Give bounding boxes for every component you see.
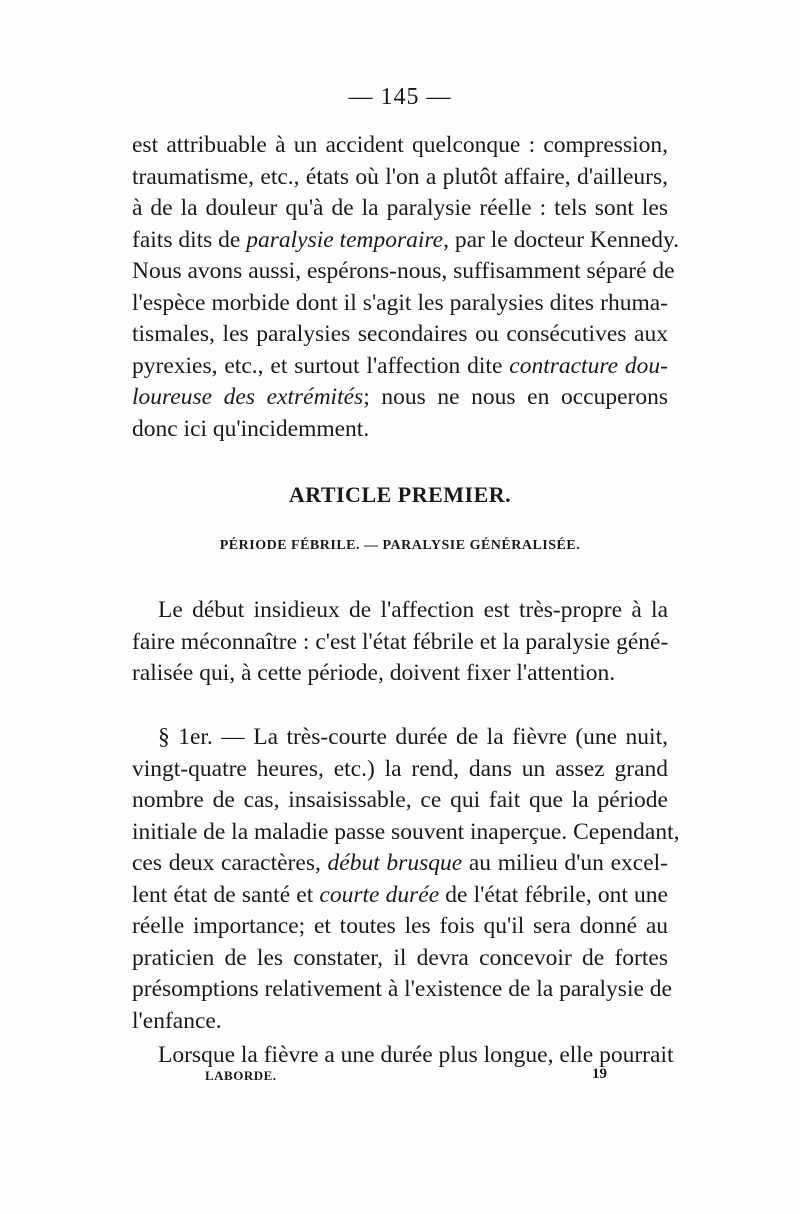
text-line: tismales, les paralysies secondaires ou consécutives aux (132, 321, 668, 347)
text-line: réelle importance; et toutes les fois qu'il sera donné au (132, 913, 668, 939)
text-run: de l'état fébrile, ont une (439, 881, 668, 908)
text-line: l'enfance. (132, 1007, 222, 1034)
text-line: § 1er. — La très-courte durée de la fièvre (une nuit, (158, 724, 668, 750)
top-paragraph (132, 130, 680, 445)
text-line: ralisée qui, à cette période, doivent fixer l'attention. (132, 660, 616, 686)
text-line: présomptions relativement à l'existence de la paralysie de (132, 976, 672, 1002)
text-run: ces deux caractères, (132, 850, 328, 876)
text-run: faits dits de (132, 226, 247, 253)
text-line: l'espèce morbide dont il s'agit les paralysies dites rhuma- (132, 289, 668, 316)
text-run: ; nous ne nous en occuperons (363, 384, 668, 410)
paragraph-1 (132, 595, 668, 690)
text-line (132, 848, 668, 880)
text-line: Le début insidieux de l'affection est très-propre à la (158, 597, 668, 623)
text-line: Nous avons aussi, espérons-nous, suffisamment séparé de (132, 258, 675, 284)
text-run: , par le docteur Kennedy. (443, 226, 680, 253)
text-run: pyrexies, etc., et surtout l'affection dite (132, 352, 510, 379)
text-line (132, 225, 680, 257)
text-line: est attribuable à un accident quelconque : compression, (132, 132, 668, 158)
text-run: au milieu d'un excel- (462, 850, 668, 876)
text-line: vingt-quatre heures, etc.) la rend, dans un assez grand (132, 755, 668, 782)
text-line: à de la douleur qu'à de la paralysie réelle : tels sont les (132, 195, 668, 221)
text-line: donc ici qu'incidemment. (132, 415, 370, 442)
text-line: traumatisme, etc., états où l'on a plutôt affaire, d'ailleurs, (132, 163, 668, 190)
section-heading: PÉRIODE FÉBRILE. — PARALYSIE GÉNÉRALISÉE. (219, 538, 581, 553)
printer-signature: LABORDE. (205, 1068, 277, 1083)
italic-term: loureuse des extrémités (132, 384, 364, 410)
article-heading: ARTICLE PREMIER. (288, 482, 512, 507)
paragraph-2 (132, 722, 680, 1037)
text-line (132, 880, 668, 912)
signature-number: 19 (592, 1066, 607, 1082)
italic-term: début brusque (327, 850, 463, 876)
page-number: — 145 — (348, 84, 452, 110)
text-run: lent état de santé et (132, 881, 320, 908)
italic-term: courte durée (319, 881, 440, 908)
text-line (132, 382, 668, 414)
italic-term: contracture dou- (509, 352, 668, 379)
text-line: faire méconnaître : c'est l'état fébrile et la paralysie géné- (132, 628, 669, 655)
text-line: nombre de cas, insaisissable, ce qui fait que la période (132, 787, 668, 813)
paragraph-3 (132, 1040, 674, 1072)
text-line (132, 351, 668, 383)
text-line: Lorsque la fièvre a une durée plus longue, elle pourrait (158, 1042, 674, 1068)
text-line: praticien de les constater, il devra concevoir de fortes (132, 944, 668, 971)
text-line: initiale de la maladie passe souvent inaperçue. Cependant, (132, 818, 680, 845)
italic-term: paralysie temporaire (246, 226, 444, 253)
